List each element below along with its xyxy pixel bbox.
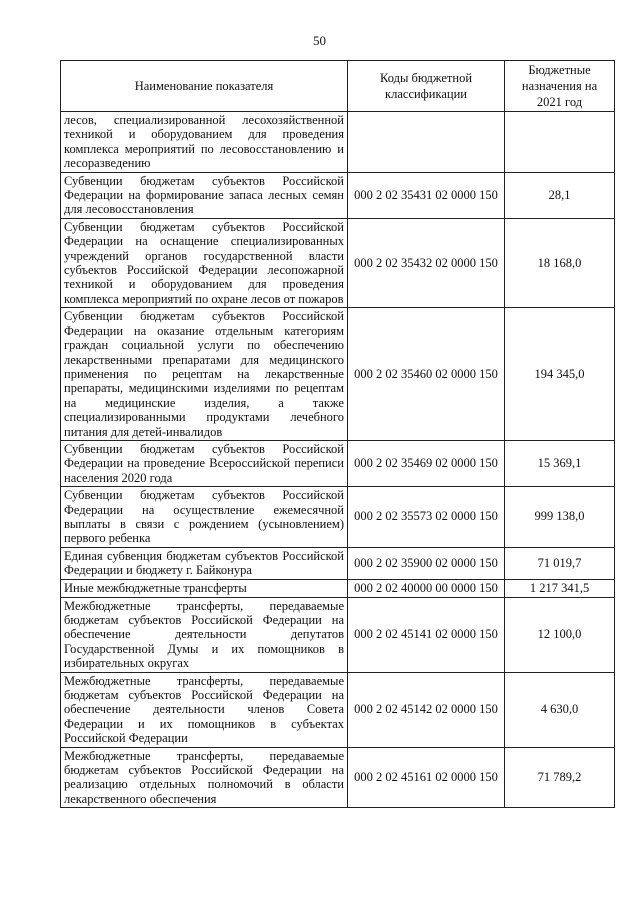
row-code: 000 2 02 35432 02 0000 150 bbox=[348, 218, 505, 307]
header-amount: Бюджетные назначения на 2021 год bbox=[505, 61, 615, 112]
header-code: Коды бюджетной классификации bbox=[348, 61, 505, 112]
row-name: Межбюджетные трансферты, передаваемые бюджетам субъектов Российской Федерации на реализацию отдельных полномочий в области лекарственного обеспечения bbox=[61, 747, 348, 808]
table-row bbox=[61, 547, 615, 579]
table-row bbox=[61, 440, 615, 486]
table-row bbox=[61, 112, 615, 173]
row-amount: 28,1 bbox=[505, 172, 615, 218]
row-amount: 1 217 341,5 bbox=[505, 579, 615, 597]
row-code: 000 2 02 35431 02 0000 150 bbox=[348, 172, 505, 218]
row-name: Субвенции бюджетам субъектов Российской Федерации на оснащение специализированных учреждений органов государственной власти субъектов Российской Федерации лесопожарной техникой и оборудованием для проведения комплекса мероприятий по охране лесов от пожаров bbox=[61, 218, 348, 307]
row-name: лесов, специализированной лесохозяйственной техникой и оборудованием для проведения комплекса мероприятий по лесовосстановлению и лесоразведению bbox=[61, 112, 348, 173]
table-row bbox=[61, 308, 615, 441]
table-row bbox=[61, 747, 615, 808]
row-amount: 4 630,0 bbox=[505, 672, 615, 747]
row-name: Межбюджетные трансферты, передаваемые бюджетам субъектов Российской Федерации на обеспечение деятельности членов Совета Федерации и их помощников в субъектах Российской Федерации bbox=[61, 672, 348, 747]
row-amount: 71 019,7 bbox=[505, 547, 615, 579]
row-code: 000 2 02 35460 02 0000 150 bbox=[348, 308, 505, 441]
row-code: 000 2 02 35469 02 0000 150 bbox=[348, 440, 505, 486]
row-code bbox=[348, 112, 505, 173]
row-name: Субвенции бюджетам субъектов Российской Федерации на проведение Всероссийской переписи населения 2020 года bbox=[61, 440, 348, 486]
row-name: Субвенции бюджетам субъектов Российской Федерации на осуществление ежемесячной выплаты в связи с рождением (усыновлением) первого ребенка bbox=[61, 487, 348, 548]
row-code: 000 2 02 45142 02 0000 150 bbox=[348, 672, 505, 747]
table-row bbox=[61, 597, 615, 672]
row-amount: 71 789,2 bbox=[505, 747, 615, 808]
table-row bbox=[61, 172, 615, 218]
page-number: 50 bbox=[313, 33, 326, 48]
row-amount: 15 369,1 bbox=[505, 440, 615, 486]
row-code: 000 2 02 35573 02 0000 150 bbox=[348, 487, 505, 548]
row-code: 000 2 02 45141 02 0000 150 bbox=[348, 597, 505, 672]
header-name: Наименование показателя bbox=[61, 61, 348, 112]
row-code: 000 2 02 35900 02 0000 150 bbox=[348, 547, 505, 579]
row-code: 000 2 02 40000 00 0000 150 bbox=[348, 579, 505, 597]
row-name: Единая субвенция бюджетам субъектов Российской Федерации и бюджету г. Байконура bbox=[61, 547, 348, 579]
row-name: Субвенции бюджетам субъектов Российской Федерации на оказание отдельным категориям граждан социальной услуги по обеспечению лекарственными препаратами для медицинского применения по рецептам на лекарственные препараты, медицинскими изделиями по рецептам на медицинские изделия, а также специализированными продуктами лечебного питания для детей-инвалидов bbox=[61, 308, 348, 441]
row-amount: 999 138,0 bbox=[505, 487, 615, 548]
row-amount bbox=[505, 112, 615, 173]
table-row bbox=[61, 218, 615, 307]
table-row bbox=[61, 672, 615, 747]
row-name: Иные межбюджетные трансферты bbox=[61, 579, 348, 597]
row-code: 000 2 02 45161 02 0000 150 bbox=[348, 747, 505, 808]
table-header-row bbox=[61, 61, 615, 112]
table-row bbox=[61, 579, 615, 597]
budget-table bbox=[60, 60, 615, 808]
row-amount: 194 345,0 bbox=[505, 308, 615, 441]
table-row bbox=[61, 487, 615, 548]
row-name: Субвенции бюджетам субъектов Российской Федерации на формирование запаса лесных семян для лесовосстановления bbox=[61, 172, 348, 218]
row-amount: 18 168,0 bbox=[505, 218, 615, 307]
row-name: Межбюджетные трансферты, передаваемые бюджетам субъектов Российской Федерации на обеспечение деятельности депутатов Государственной Думы и их помощников в избирательных округах bbox=[61, 597, 348, 672]
row-amount: 12 100,0 bbox=[505, 597, 615, 672]
